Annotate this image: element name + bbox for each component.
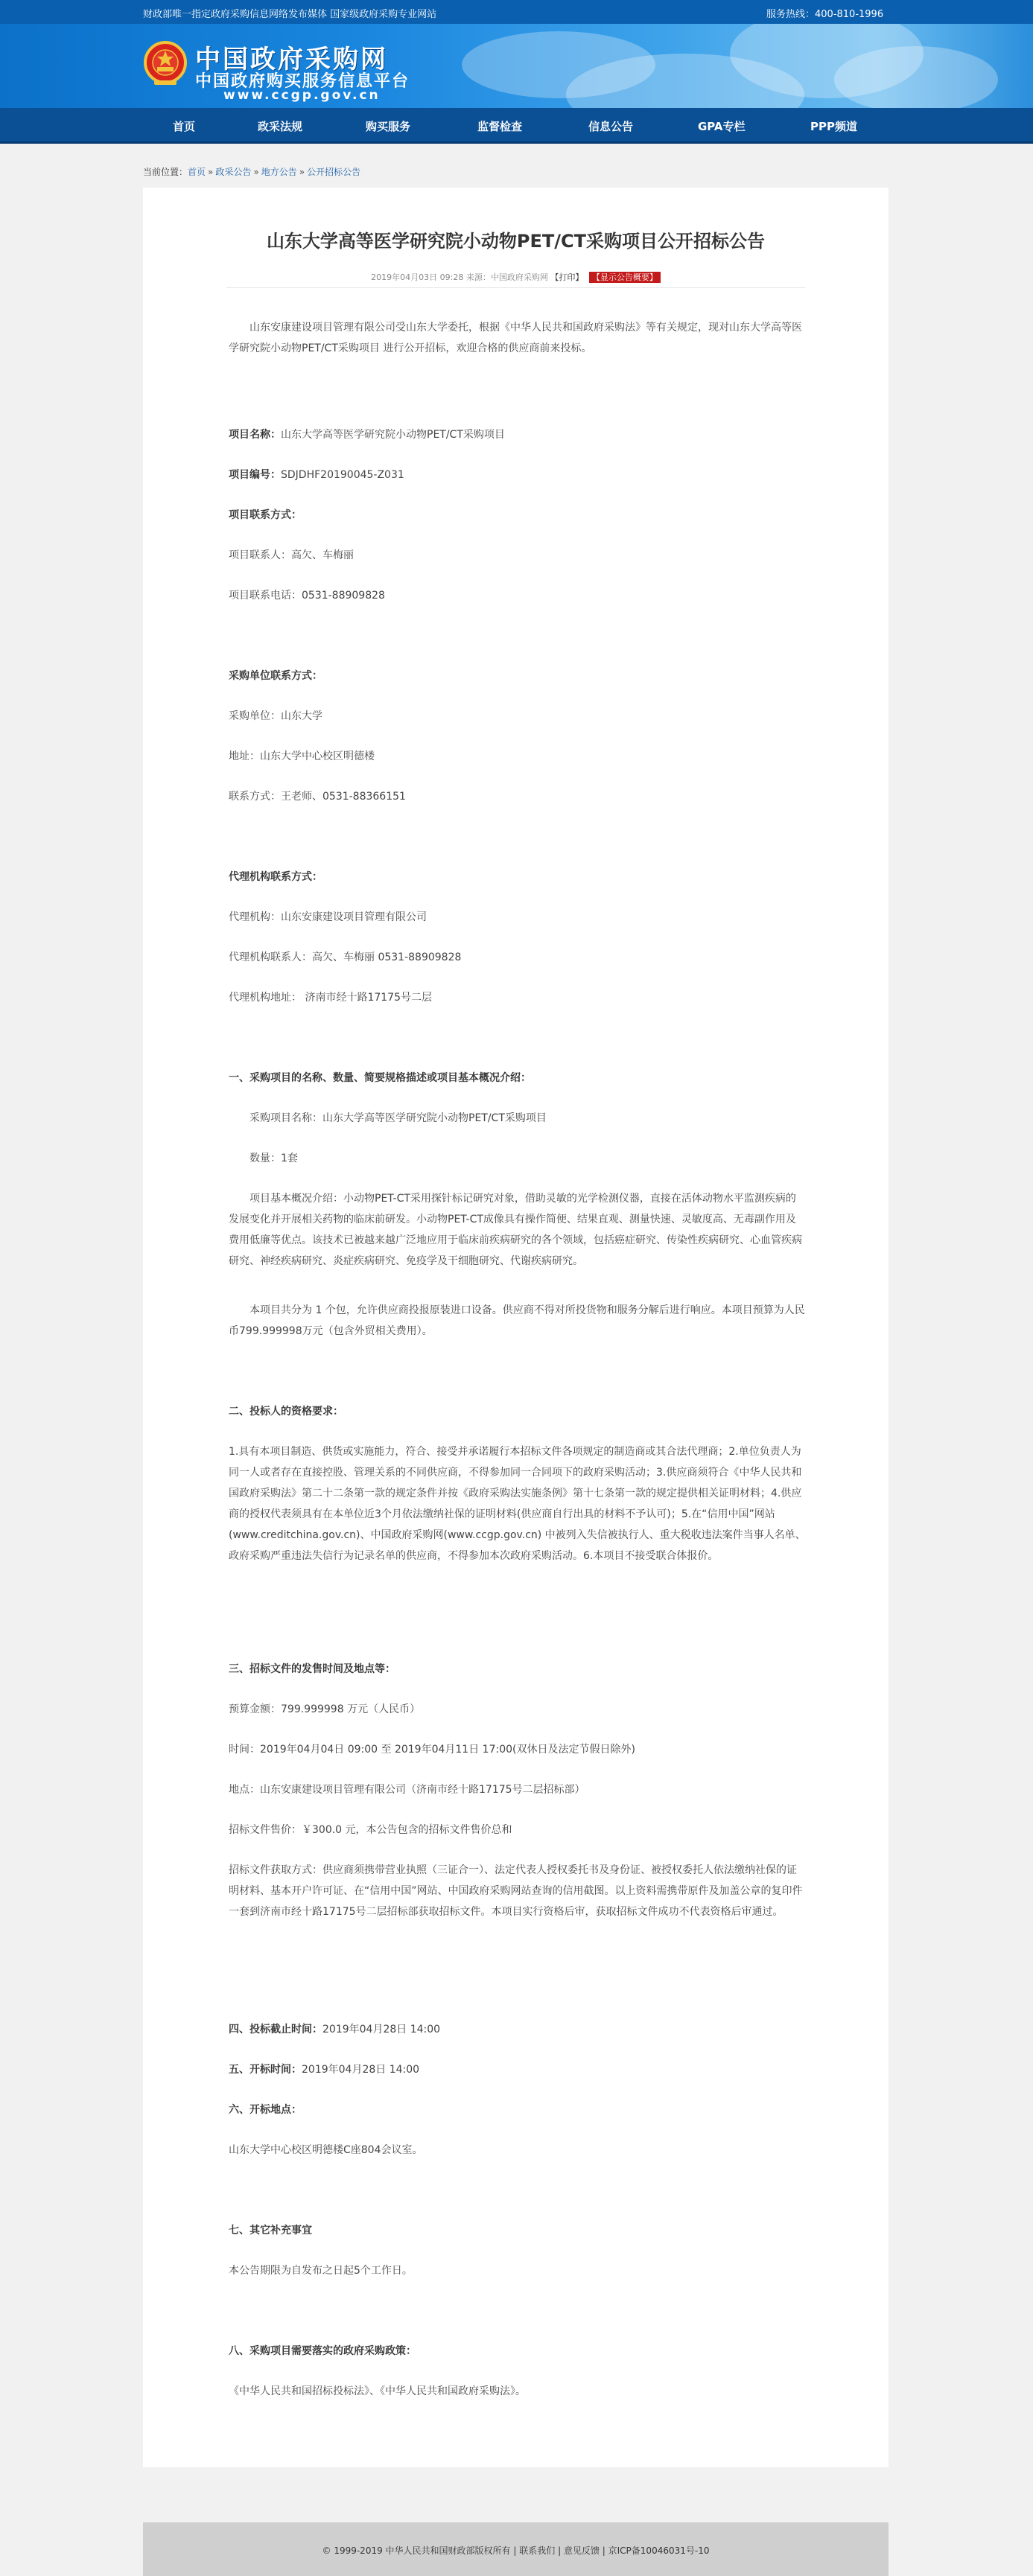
section-7-heading: 七、其它补充事宜: [229, 2225, 312, 2237]
footer-copyright: © 1999-2019 中华人民共和国财政部版权所有: [322, 2545, 511, 2556]
contact-heading: 项目联系方式：: [229, 509, 302, 521]
project-name-value: 山东大学高等医学研究院小动物PET/CT采购项目: [281, 429, 505, 441]
footer-icp-link[interactable]: 京ICP备10046031号-10: [608, 2545, 710, 2556]
section-8-heading: 八、采购项目需要落实的政府采购政策：: [229, 2345, 416, 2357]
service-hotline: 服务热线：400-810-1996: [766, 9, 884, 20]
main-nav: [0, 108, 1033, 144]
buyer-unit: 采购单位：山东大学: [229, 710, 322, 722]
nav-announcements[interactable]: 信息公告: [588, 120, 634, 133]
breadcrumb-label: 当前位置：: [143, 167, 188, 177]
section-3-method: 招标文件获取方式：供应商须携带营业执照（三证合一）、法定代表人授权委托书及身份证、被授权委托人依法缴纳社保的证明材料、基本开户许可证、在“信用中国”网站、中国政府采购网站查询的信用截图。以上资料需携带原件及加盖公章的复印件一套到济南市经十路17175号二层招标部获取招标文件。本项目实行资格后审，获取招标文件成功不代表资格后审通过。: [229, 1864, 803, 1918]
contact-phone: 项目联系电话：0531-88909828: [229, 590, 385, 602]
site-banner: [0, 24, 1033, 108]
footer-separator: |: [558, 2545, 564, 2556]
section-4-row: [229, 2019, 806, 2040]
breadcrumb-announcements[interactable]: 政采公告: [215, 167, 252, 177]
print-link[interactable]: 【打印】: [550, 272, 584, 282]
section-3-time: 时间：2019年04月04日 09:00 至 2019年04月11日 17:00(双休日及法定节假日除外): [229, 1744, 635, 1756]
nav-regulations[interactable]: 政采法规: [258, 120, 303, 133]
project-no-row: [229, 465, 806, 485]
breadcrumb-separator: »: [253, 167, 259, 177]
section-3-place: 地点：山东安康建设项目管理有限公司（济南市经十路17175号二层招标部）: [229, 1784, 585, 1796]
buyer-heading: 采购单位联系方式：: [229, 670, 322, 682]
top-bar: [0, 0, 1033, 24]
section-3-price: 招标文件售价：￥300.0 元，本公告包含的招标文件售价总和: [229, 1824, 512, 1836]
site-title: 中国政府采购网: [195, 45, 388, 74]
project-name-label: 项目名称：: [229, 429, 281, 441]
section-3-budget: 预算金额：799.999998 万元（人民币）: [229, 1703, 421, 1715]
section-1-heading: 一、采购项目的名称、数量、简要规格描述或项目基本概况介绍：: [229, 1072, 531, 1084]
footer-feedback-link[interactable]: 意见反馈: [563, 2545, 600, 2556]
section-5-row: [229, 2059, 806, 2080]
section-6-heading: 六、开标地点：: [229, 2104, 302, 2116]
breadcrumb-separator: »: [208, 167, 214, 177]
section-1-quantity: 数量：1套: [249, 1152, 298, 1164]
section-3-heading: 三、招标文件的发售时间及地点等：: [229, 1663, 395, 1675]
project-name-row: [229, 424, 806, 445]
national-emblem-icon: [144, 40, 187, 88]
section-5-heading: 五、开标时间：: [229, 2064, 302, 2076]
section-5-value: 2019年04月28日 14:00: [302, 2064, 420, 2076]
section-1-name: 采购项目名称：山东大学高等医学研究院小动物PET/CT采购项目: [249, 1112, 547, 1124]
nav-ppp[interactable]: PPP频道: [810, 120, 857, 133]
footer-separator: |: [513, 2545, 520, 2556]
section-1-description: 项目基本概况介绍：小动物PET-CT采用探针标记研究对象，借助灵敏的光学检测仪器，直接在活体动物水平监测疾病的发展变化并开展相关药物的临床前研发。小动物PET-CT成像具有操作简便、结果直观、测量快速、灵敏度高、无毒副作用及费用低廉等优点。该技术已被越来越广泛地应用于临床前疾病研究的各个领域，包括癌症研究、传染性疾病研究、心血管疾病研究、神经疾病研究、炎症疾病研究、免疫学及干细胞研究、代谢疾病研究。: [229, 1193, 802, 1267]
breadcrumb-home[interactable]: 首页: [188, 167, 206, 177]
breadcrumb: [143, 165, 360, 178]
nav-home[interactable]: 首页: [173, 120, 196, 133]
nav-supervision[interactable]: 监督检查: [477, 120, 523, 133]
project-no-value: SDJDHF20190045-Z031: [281, 469, 404, 481]
site-url: www.ccgp.gov.cn: [223, 88, 381, 103]
section-2-heading: 二、投标人的资格要求：: [229, 1406, 343, 1418]
breadcrumb-current[interactable]: 公开招标公告: [307, 167, 361, 177]
article-meta: [143, 271, 889, 283]
page-footer: [143, 2522, 889, 2576]
footer-separator: |: [602, 2545, 608, 2556]
section-7-value: 本公告期限为自发布之日起5个工作日。: [229, 2265, 413, 2277]
breadcrumb-separator: »: [299, 167, 305, 177]
nav-gpa[interactable]: GPA专栏: [698, 120, 746, 133]
agent-address: 代理机构地址： 济南市经十路17175号二层: [229, 992, 432, 1004]
section-4-heading: 四、投标截止时间：: [229, 2024, 322, 2035]
agent-heading: 代理机构联系方式：: [229, 871, 322, 883]
intro-paragraph: 山东安康建设项目管理有限公司受山东大学委托，根据《中华人民共和国政府采购法》等有关规定，现对山东大学高等医学研究院小动物PET/CT采购项目 进行公开招标，欢迎合格的供应商前来投标。: [229, 322, 802, 354]
contact-person: 项目联系人：高欠、车梅丽: [229, 549, 354, 561]
agent-contact: 代理机构联系人：高欠、车梅丽 0531-88909828: [229, 951, 462, 963]
section-2-body: 1.具有本项目制造、供货或实施能力，符合、接受并承诺履行本招标文件各项规定的制造商或其合法代理商；2.单位负责人为同一人或者存在直接控股、管理关系的不同供应商，不得参加同一合同项下的政府采购活动；3.供应商须符合《中华人民共和国政府采购法》第二十二条第一款的规定条件并按《政府采购法实施条例》第十七条第一款的规定提供相关证明材料；4.供应商的授权代表须具有在本单位近3个月依法缴纳社保的证明材料(供应商自行出具的材料不予认可)；5.在“信用中国”网站(www.creditchina.gov.cn)、中国政府采购网(www.ccgp.gov.cn) 中被列入失信被执行人、重大税收违法案件当事人名单、政府采购严重违法失信行为记录名单的供应商，不得参加本次政府采购活动。6.本项目不接受联合体报价。: [229, 1446, 806, 1562]
nav-purchase-service[interactable]: 购买服务: [366, 120, 411, 133]
buyer-address: 地址：山东大学中心校区明德楼: [229, 750, 375, 762]
article-panel: [143, 188, 889, 2467]
section-4-value: 2019年04月28日 14:00: [322, 2024, 441, 2035]
article-title: 山东大学高等医学研究院小动物PET/CT采购项目公开招标公告: [266, 231, 766, 252]
title-divider: [226, 287, 805, 288]
footer-contact-link[interactable]: 联系我们: [519, 2545, 556, 2556]
section-8-value: 《中华人民共和国招标投标法》、《中华人民共和国政府采购法》。: [229, 2385, 526, 2397]
site-notice: 财政部唯一指定政府采购信息网络发布媒体 国家级政府采购专业网站: [143, 9, 437, 20]
project-no-label: 项目编号：: [229, 469, 281, 481]
section-1-budget: 本项目共分为 1 个包，允许供应商投报原装进口设备。供应商不得对所投货物和服务分解后进行响应。本项目预算为人民币799.999998万元（包含外贸相关费用）。: [229, 1304, 805, 1337]
show-summary-button[interactable]: 【显示公告概要】: [589, 272, 661, 283]
agent-name: 代理机构：山东安康建设项目管理有限公司: [229, 911, 427, 923]
buyer-contact: 联系方式：王老师、0531-88366151: [229, 791, 406, 803]
publish-info: 2019年04月03日 09:28 来源：中国政府采购网: [371, 272, 548, 282]
breadcrumb-local[interactable]: 地方公告: [261, 167, 297, 177]
section-6-value: 山东大学中心校区明德楼C座804会议室。: [229, 2144, 423, 2156]
site-subtitle: 中国政府购买服务信息平台: [195, 72, 410, 91]
